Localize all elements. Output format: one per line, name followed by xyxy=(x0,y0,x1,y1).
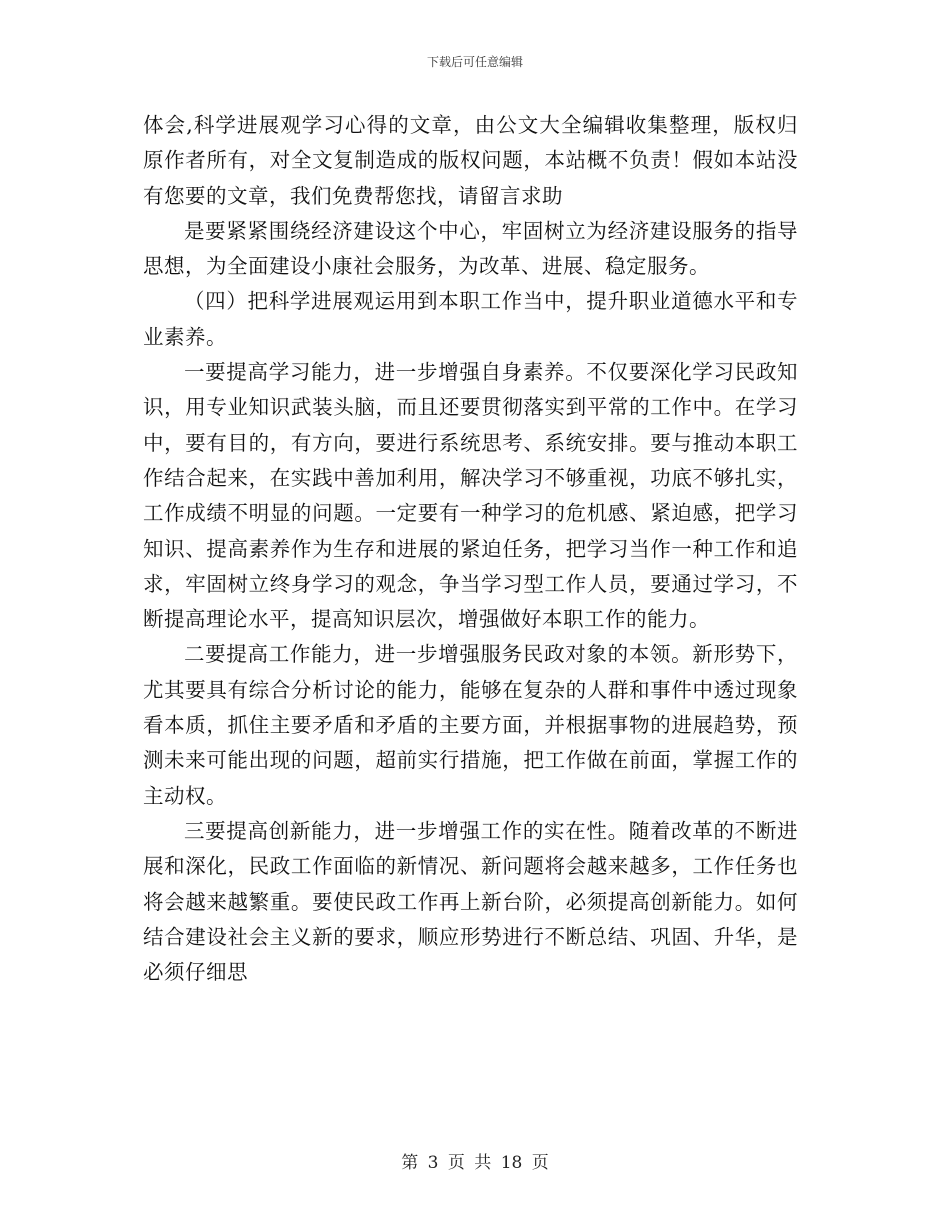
document-body xyxy=(143,108,798,990)
paragraph-economic-construction: 是要紧紧围绕经济建设这个中心，牢固树立为经济建设服务的指导思想，为全面建设小康社会服务，为改革、进展、稳定服务。 xyxy=(143,218,798,279)
paragraph-learning-ability: 一要提高学习能力，进一步增强自身素养。不仅要深化学习民政知识，用专业知识武装头脑，而且还要贯彻落实到平常的工作中。在学习中，要有目的，有方向，要进行系统思考、系统安排。要与推动本职工作结合起来，在实践中善加利用，解决学习不够重视，功底不够扎实，工作成绩不明显的问题。一定要有一种学习的危机感、紧迫感，把学习知识、提高素养作为生存和进展的紧迫任务，把学习当作一种工作和追求，牢固树立终身学习的观念，争当学习型工作人员，要通过学习，不断提高理论水平，提高知识层次，增强做好本职工作的能力。 xyxy=(143,360,798,632)
paragraph-section-four-heading: （四）把科学进展观运用到本职工作当中，提升职业道德水平和专业素养。 xyxy=(143,289,798,349)
paragraph-work-ability: 二要提高工作能力，进一步增强服务民政对象的本领。新形势下，尤其要具有综合分析讨论的能力，能够在复杂的人群和事件中透过现象看本质，抓住主要矛盾和矛盾的主要方面，并根据事物的进展趋势，预测未来可能出现的问题，超前实行措施，把工作做在前面，掌握工作的主动权。 xyxy=(143,642,798,808)
page-number-footer: 第 3 页 共 18 页 xyxy=(401,1153,549,1173)
paragraph-innovation-ability: 三要提高创新能力，进一步增强工作的实在性。随着改革的不断进展和深化，民政工作面临的新情况、新问题将会越来越多，工作任务也将会越来越繁重。要使民政工作再上新台阶，必须提高创新能力。如何结合建设社会主义新的要求，顺应形势进行不断总结、巩固、升华，是必须仔细思 xyxy=(143,818,798,985)
page-header: 下载后可任意编辑 xyxy=(426,55,523,69)
paragraph-intro: 体会,科学进展观学习心得的文章，由公文大全编辑收集整理，版权归原作者所有，对全文复制造成的版权问题，本站概不负责！假如本站没有您要的文章，我们免费帮您找，请留言求助 xyxy=(143,113,798,208)
